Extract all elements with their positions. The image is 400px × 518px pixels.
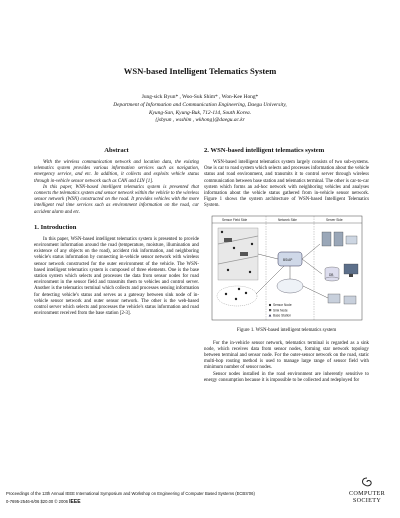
sensor-node-icon [251,242,253,244]
abstract-paragraph-2: In this paper, WSN-based intelligent telematics system is presented that connects the telematics system and sensor network within the vehicle to the wireless sensor network (WSN) constructed on the road. It provides vehicles with the more intelligent real time services such as environment information on the road, car accident alarm and etc. [34,184,199,215]
abstract-paragraph-1: With the wireless communication network and location data, the existing telematics system provides various information services such as navigation, emergency service, and etc. In addition, it collects and exploits vehicle status through in-vehicle sensor network such as CAN and LIN [1]. [34,160,199,184]
architecture-diagram [204,214,369,324]
page-footer [6,490,336,506]
abstract-heading: Abstract [104,147,129,154]
footer-ieee: IEEE [69,499,81,505]
paper-title: WSN-based Intelligent Telematics System [123,66,277,76]
section2-paragraph-3: Sensor nodes installed in the road environment are inherently sensitive to energy consumption because it is impossible to be collected and redeployed for [204,371,369,383]
author-names: Jung-sick Byun* , Woo-Suk Shim* , Won-Kee Hong* [141,94,259,100]
figure-label-center: BS/AP [283,257,293,262]
introduction-paragraph-1: In this paper, WSN-based intelligent telematics system is presented to provide environment information around the road (temperature, moisture, illumination and existence of any objects on the road), accident risk information, and neighboring vehicle's status information by connecting in-vehicle sensor network with wireless sensor network constructed for the outer environment of the vehicle. The WSN-based intelligent telematics system is composed of three elements. One is the base station system which selects and processes the data from sensor nodes for road environment in the sensor field and transmits them to vehicles and control server. Another is the telematics terminal which collects and processes sensing information for detecting vehicle's status and serves as a gateway between sink node of in-vehicle sensor network and outer sensor network. The other is the web-based control server which selects and processes the vehicle's status information and road environment received from the base station [2-3]. [34,236,199,317]
sensor-node-icon [233,246,235,248]
sensor-field-lower [217,286,257,306]
abstract-section [34,147,199,216]
figure-label-network: Network Side [278,217,297,222]
sensor-node-icon [221,230,223,232]
footer-copyright: 0-7695-2546-6/06 $20.00 © 2006 [6,499,68,504]
left-column [34,147,199,317]
figure-1-caption: Figure 1. WSN-based intelligent telematics system [236,327,337,333]
road-illustration [218,228,258,280]
computer-society-swirl-icon [360,477,374,489]
footer-proceedings: Proceedings of the 13th Annual IEEE International Symposium and Workshop on Engineering of Computer Based Systems (ECBS'06) [6,491,255,496]
logo-line-2: SOCIETY [352,497,382,504]
right-column [204,147,369,384]
author-address: Kyung-San, Kyung-Buk, 712-114, South Korea. [148,109,252,116]
monitor-icon [344,264,358,277]
footer-copyright-line [6,498,336,506]
sensor-node-icon [227,268,229,270]
figure-legend-3: Base Station [273,313,292,318]
figure-legend [269,303,292,318]
server-icon [322,232,357,246]
figure-1 [204,214,369,324]
introduction-heading: 1. Introduction [34,223,77,231]
database-icon [325,267,339,281]
figure-label-server: Server Side [326,217,343,222]
section2-heading: 2. WSN-based intelligent telematics system [204,147,325,154]
sensor-node-icon [249,270,251,272]
figure-label-db: DB [329,272,334,277]
vehicle-icon [224,238,232,242]
author-block [0,94,400,125]
network-cloud-icon [277,279,303,293]
logo-line-1: COMPUTER [348,490,386,497]
user-pc-icon [328,294,356,304]
introduction-section [34,224,199,318]
figure-legend-2: Sink Node [273,308,288,313]
figure-legend-1: Sensor Node [273,302,292,307]
figure-label-sensor-field: Sensor Field Side [222,217,248,222]
computer-society-logo [345,477,389,504]
author-department: Department of Information and Communication Engineering, Daegu University, [113,101,287,108]
vehicle-icon [240,252,248,256]
section2-paragraph-2: For the in-vehicle sensor network, telematics terminal is regarded as a sink node, which receives data from sensor nodes, forming star network topology between terminal and sensor node. For the outer-sensor network on the road, static multi-hop routing method is used to manage large range of sensor field with minimum number of sensor nodes. [204,340,369,371]
section2-paragraph-1: WSN-based intelligent telematics system largely consists of two sub-systems. One is car to road system which selects and processes information about the vehicle status and road environment, and transmits it to control server through wireless communication between base station and telematics terminal. The other is car-to-car system which forms an ad-hoc network with neighboring vehicles and analyses information about the vehicle status gathered from in-vehicle sensor network. Figure 1 shows the system architecture of WSN-based Intelligent Telematics System. [204,160,369,209]
base-station-icon [278,252,302,266]
author-emails: {jsbyun , wsshim , wkhong}@daegu.ac.kr [155,117,245,124]
